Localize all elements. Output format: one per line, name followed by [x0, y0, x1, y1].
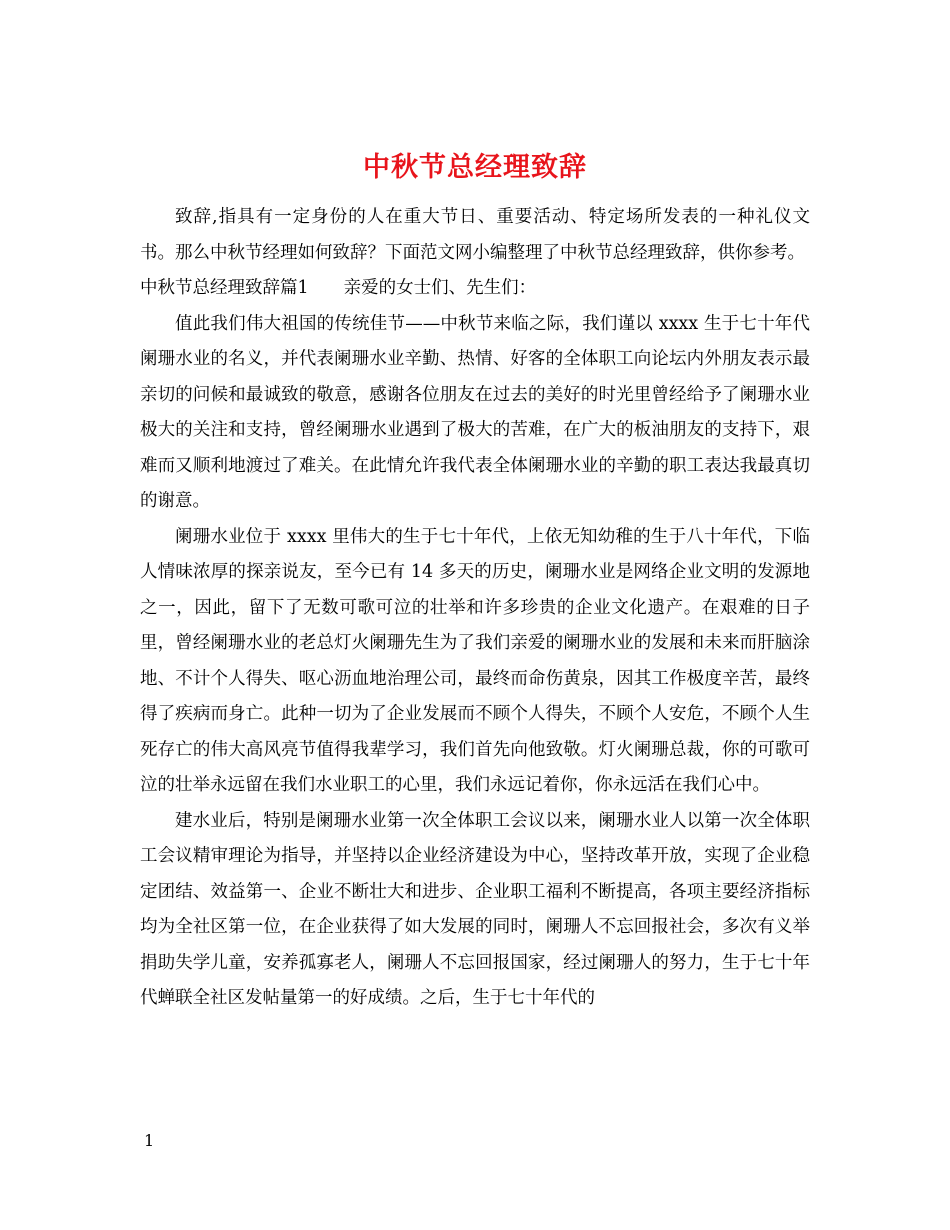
document-body: [140, 200, 810, 1017]
body-paragraph: 建水业后，特别是阑珊水业第一次全体职工会议以来，阑珊水业人以第一次全体职工会议精审理论为指导，并坚持以企业经济建设为中心，坚持改革开放，实现了企业稳定团结、效益第一、企业不断壮大和进步、企业职工福利不断提高，各项主要经济指标均为全社区第一位，在企业获得了如大发展的同时，阑珊人不忘回报社会，多次有义举捐助失学儿童，安养孤寡老人，阑珊人不忘回报国家，经过阑珊人的努力，生于七十年代蝉联全社区发帖量第一的好成绩。之后，生于七十年代的: [140, 810, 810, 1008]
body-paragraph: 阑珊水业位于 xxxx 里伟大的生于七十年代，上依无知幼稚的生于八十年代，下临人情味浓厚的探亲说友，至今已有 14 多天的历史，阑珊水业是网络企业文明的发源地之一，因此，留下了无数可歌可泣的壮举和许多珍贵的企业文化遗产。在艰难的日子里，曾经阑珊水业的老总灯火阑珊先生为了我们亲爱的阑珊水业的发展和未来而肝脑涂地、不计个人得失、呕心沥血地治理公司，最终而命伤黄泉，因其工作极度辛苦，最终得了疾病而身亡。此种一切为了企业发展而不顾个人得失，不顾个人安危，不顾个人生死存亡的伟大高风亮节值得我辈学习，我们首先向他致敬。灯火阑珊总裁，你的可歌可泣的壮举永远留在我们水业职工的心里，我们永远记着你，你永远活在我们心中。: [140, 526, 810, 795]
document-title: 中秋节总经理致辞: [363, 152, 587, 184]
intro-paragraph: 致辞,指具有一定身份的人在重大节日、重要活动、特定场所发表的一种礼仪文书。那么中秋节经理如何致辞？下面范文网小编整理了中秋节总经理致辞，供你参考。: [140, 207, 810, 263]
page-number: 1: [144, 1131, 155, 1150]
body-paragraph: 值此我们伟大祖国的传统佳节——中秋节来临之际，我们谨以 xxxx 生于七十年代阑珊水业的名义，并代表阑珊水业辛勤、热情、好客的全体职工向论坛内外朋友表示最亲切的问候和最诚致的敬意，感谢各位朋友在过去的美好的时光里曾经给予了阑珊水业极大的关注和支持，曾经阑珊水业遇到了极大的苦难，在广大的板油朋友的支持下，艰难而又顺利地渡过了难关。在此情允许我代表全体阑珊水业的辛勤的职工表达我最真切的谢意。: [140, 313, 810, 511]
section-heading: 中秋节总经理致辞篇1 亲爱的女士们、先生们：: [140, 278, 537, 298]
